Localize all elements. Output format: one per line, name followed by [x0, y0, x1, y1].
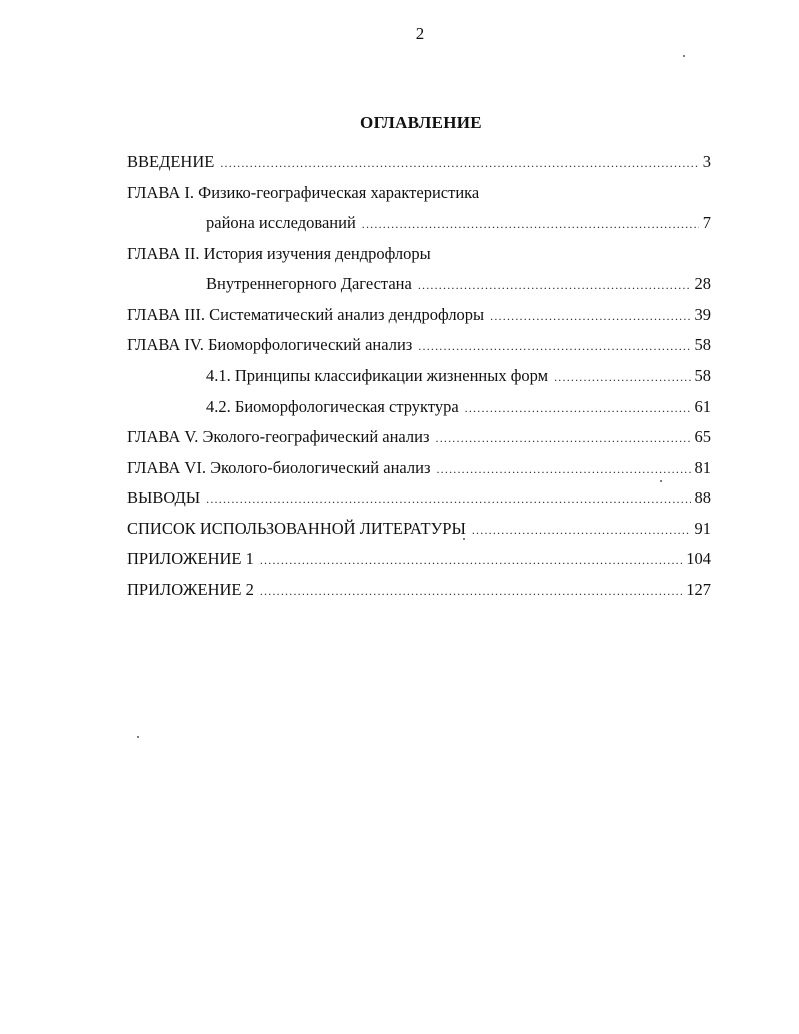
toc-entry-page: 28 — [694, 274, 711, 293]
toc-entry-chapter-1-cont — [206, 211, 711, 235]
scan-speck — [463, 538, 465, 540]
toc-entry-appendix-1 — [127, 547, 711, 571]
toc-entry-chapter-5 — [127, 425, 711, 449]
toc-entry-page: 81 — [694, 458, 711, 477]
dot-leader — [465, 396, 691, 420]
toc-entry-conclusions — [127, 486, 711, 510]
toc-entry-page: 61 — [694, 397, 711, 416]
toc-entry-appendix-2 — [127, 578, 711, 602]
toc-entry-text: ПРИЛОЖЕНИЕ 1 — [127, 549, 254, 568]
toc-entry-text: Внутреннегорного Дагестана — [206, 274, 412, 293]
dot-leader — [418, 273, 691, 297]
toc-entry-text: ПРИЛОЖЕНИЕ 2 — [127, 580, 254, 599]
toc-entry-text: ГЛАВА VI. Эколого-биологический анализ — [127, 458, 431, 477]
toc-entry-page: 65 — [694, 427, 711, 446]
dot-leader — [418, 334, 690, 358]
toc-entry-chapter-4 — [127, 333, 711, 357]
dot-leader — [362, 212, 699, 236]
toc-entry-text: СПИСОК ИСПОЛЬЗОВАННОЙ ЛИТЕРАТУРЫ — [127, 519, 466, 538]
toc-entry-page: 58 — [694, 335, 711, 354]
toc-entry-page: 39 — [694, 305, 711, 324]
toc-entry-text: ВВЕДЕНИЕ — [127, 152, 215, 171]
toc-entry-text: ГЛАВА IV. Биоморфологический анализ — [127, 335, 413, 354]
dot-leader — [436, 457, 690, 481]
dot-leader — [260, 548, 682, 572]
toc-entry-page: 58 — [694, 366, 711, 385]
toc-entry-page: 3 — [702, 152, 711, 171]
toc-entry-text: ГЛАВА V. Эколого-географический анализ — [127, 427, 430, 446]
toc-entry-chapter-2-title — [127, 242, 711, 266]
toc-entry-page: 88 — [694, 488, 711, 507]
toc-entry-text: ГЛАВА III. Систематический анализ дендрофлоры — [127, 305, 485, 324]
toc-entry-chapter-3 — [127, 303, 711, 327]
scan-speck — [683, 55, 685, 57]
scan-speck — [660, 480, 662, 482]
dot-leader — [554, 365, 690, 389]
toc-entry-chapter-1-title — [127, 181, 711, 205]
toc-entry-text: ГЛАВА I. Физико-географическая характеристика — [127, 183, 480, 202]
scan-speck — [137, 736, 139, 738]
dot-leader — [436, 426, 691, 450]
dot-leader — [220, 151, 698, 175]
toc-title: ОГЛАВЛЕНИЕ — [360, 113, 482, 132]
toc-entry-page: 91 — [694, 519, 711, 538]
toc-entry-chapter-2-cont — [206, 272, 711, 296]
toc-entry-text: 4.1. Принципы классификации жизненных форм — [206, 366, 549, 385]
dot-leader — [472, 518, 691, 542]
dot-leader — [260, 579, 682, 603]
toc-entry-chapter-6 — [127, 456, 711, 480]
toc-entry-page: 7 — [702, 213, 711, 232]
toc-entry-text: ВЫВОДЫ — [127, 488, 201, 507]
toc-entry-page: 127 — [686, 580, 711, 599]
toc-entry-section-4-2 — [206, 395, 711, 419]
toc-entry-page: 104 — [686, 549, 711, 568]
toc-entry-introduction — [127, 150, 711, 174]
toc-entry-references — [127, 517, 711, 541]
dot-leader — [490, 304, 690, 328]
toc-entry-section-4-1 — [206, 364, 711, 388]
toc-entry-text: 4.2. Биоморфологическая структура — [206, 397, 459, 416]
toc-entry-text: ГЛАВА II. История изучения дендрофлоры — [127, 244, 431, 263]
dot-leader — [206, 487, 690, 511]
page-number: 2 — [415, 24, 425, 43]
toc-entry-text: района исследований — [206, 213, 356, 232]
